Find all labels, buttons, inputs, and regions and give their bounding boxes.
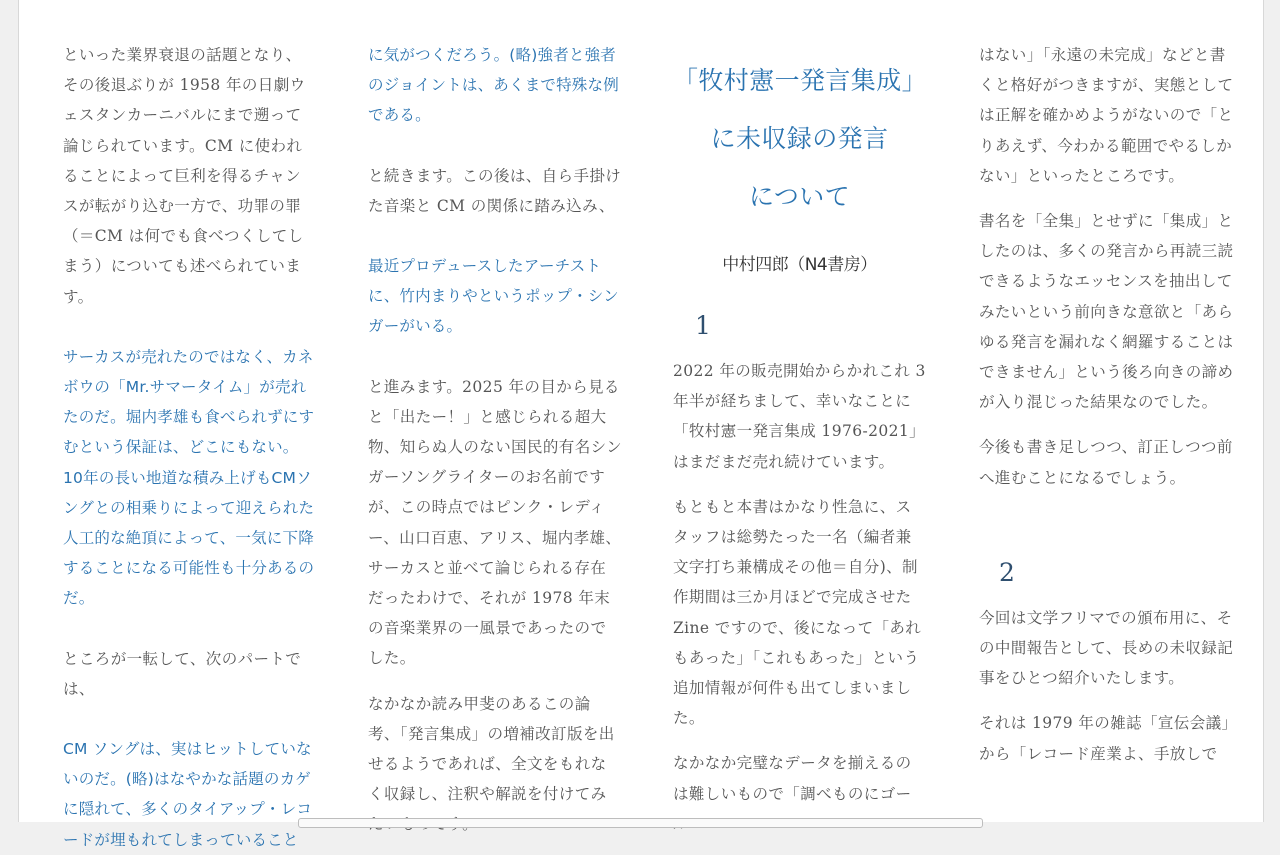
quote: に気がつくだろう。(略)強者と強者のジョイントは、あくまで特殊な例である。 bbox=[368, 46, 619, 125]
paragraph: もともと本書はかなり性急に、スタッフは総勢たった一名（編者兼文字打ち兼構成その他＝自分)、制作期間は三か月ほどで完成させた Zine ですので、後になって「あれもあった」「これもあった」という追加情報が何件も出てしまいました。 bbox=[673, 497, 922, 728]
quote: サーカスが売れたのではなく、カネボウの「Mr.サマータイム」が売れたのだ。堀内孝雄も食べられずにすむという保証は、どこにもない。10年の長い地道な積み上げもCMソングとの相乗りによって迎えられた人工的な絶頂によって、一気に下降することになる可能性も十分あるのだ。 bbox=[63, 347, 315, 608]
article-title-line-2: に未収録の発言 bbox=[710, 124, 889, 153]
paragraph: ところが一転して、次のパートでは、 bbox=[63, 649, 302, 698]
paragraph: 2022 年の販売開始からかれこれ 3 年半が経ちまして、幸いなことに「牧村憲一発言集成 1976-2021」はまだまだ売れ続けています。 bbox=[673, 362, 926, 471]
paragraph: と進みます。2025 年の目から見ると「出たー！」と感じられる超大物、知らぬ人のない国民的有名シンガーソングライターのお名前ですが、この時点ではピンク・レディー、山口百恵、アリス、堀内孝雄、サーカスと並べて論じられる存在だったわけで、それが 1978 年末の音楽業界の一風景であったのでした。 bbox=[368, 377, 623, 668]
quote: 最近プロデュースしたアーチストに、竹内まりやというポップ・シンガーがいる。 bbox=[368, 257, 619, 336]
paragraph: それは 1979 年の雑誌「宣伝会議」から「レコード産業よ、手放しで bbox=[979, 714, 1230, 763]
paragraph: 今後も書き足しつつ、訂正しつつ前へ進むことになるでしょう。 bbox=[979, 438, 1233, 487]
paragraph: といった業界衰退の話題となり、その後退ぶりが 1958 年の日劇ウェスタンカーニバルにまで遡って論じられています。CM に使われることによって巨利を得るチャンスが転がり込む一方で、功罪の罪（＝CM は何でも食べつくしてしまう）についても述べられています。 bbox=[63, 46, 306, 306]
paragraph: 書名を「全集」とせずに「集成」としたのは、多くの発言から再読三読できるようなエッセンスを抽出してみたいという前向きな意欲と「あらゆる発言を漏れなく網羅することはできません」という後ろ向きの諦めが入り混じった結果なのでした。 bbox=[979, 212, 1234, 412]
section-number: 1 bbox=[695, 311, 712, 340]
paragraph: なかなか読み甲斐のあるこの論考、「発言集成」の増補改訂版を出せるようであれば、全文をもれなく収録し、注釈や解説を付けてみ bbox=[368, 694, 615, 804]
paragraph: はない」「永遠の未完成」などと書くと格好がつきますが、実態としては正解を確かめようがないので「とりあえず、今わかる範囲でやるしかない」といったところです。 bbox=[979, 46, 1234, 185]
column-1 bbox=[63, 40, 315, 855]
horizontal-scrollbar[interactable] bbox=[298, 818, 983, 828]
section-number: 2 bbox=[999, 557, 1016, 587]
paragraph: なかなか完璧なデータを揃えるのは難しいもので「調べものにゴー bbox=[673, 754, 912, 803]
quote: CM ソングは、実はヒットしていないのだ。(略)はなやかな話題のカゲに隠れて、多くのタイアップ・レコードが埋もれてしまっていること bbox=[63, 740, 313, 849]
column-3 bbox=[673, 52, 926, 839]
column-2 bbox=[368, 40, 622, 840]
article-title-line-3: について bbox=[748, 182, 851, 211]
paragraph: 今回は文学フリマでの頒布用に、その中間報告として、長めの未収録記事をひとつ紹介いたします。 bbox=[979, 608, 1234, 688]
article-title-line-1: 「牧村憲一発言集成」 bbox=[673, 66, 928, 95]
author-byline: 中村四郎（N4書房） bbox=[722, 255, 877, 275]
paragraph: と続きます。この後は、自ら手掛けた音楽と CM の関係に踏み込み、 bbox=[368, 166, 622, 215]
column-4 bbox=[979, 40, 1235, 769]
document-page bbox=[18, 0, 1264, 849]
